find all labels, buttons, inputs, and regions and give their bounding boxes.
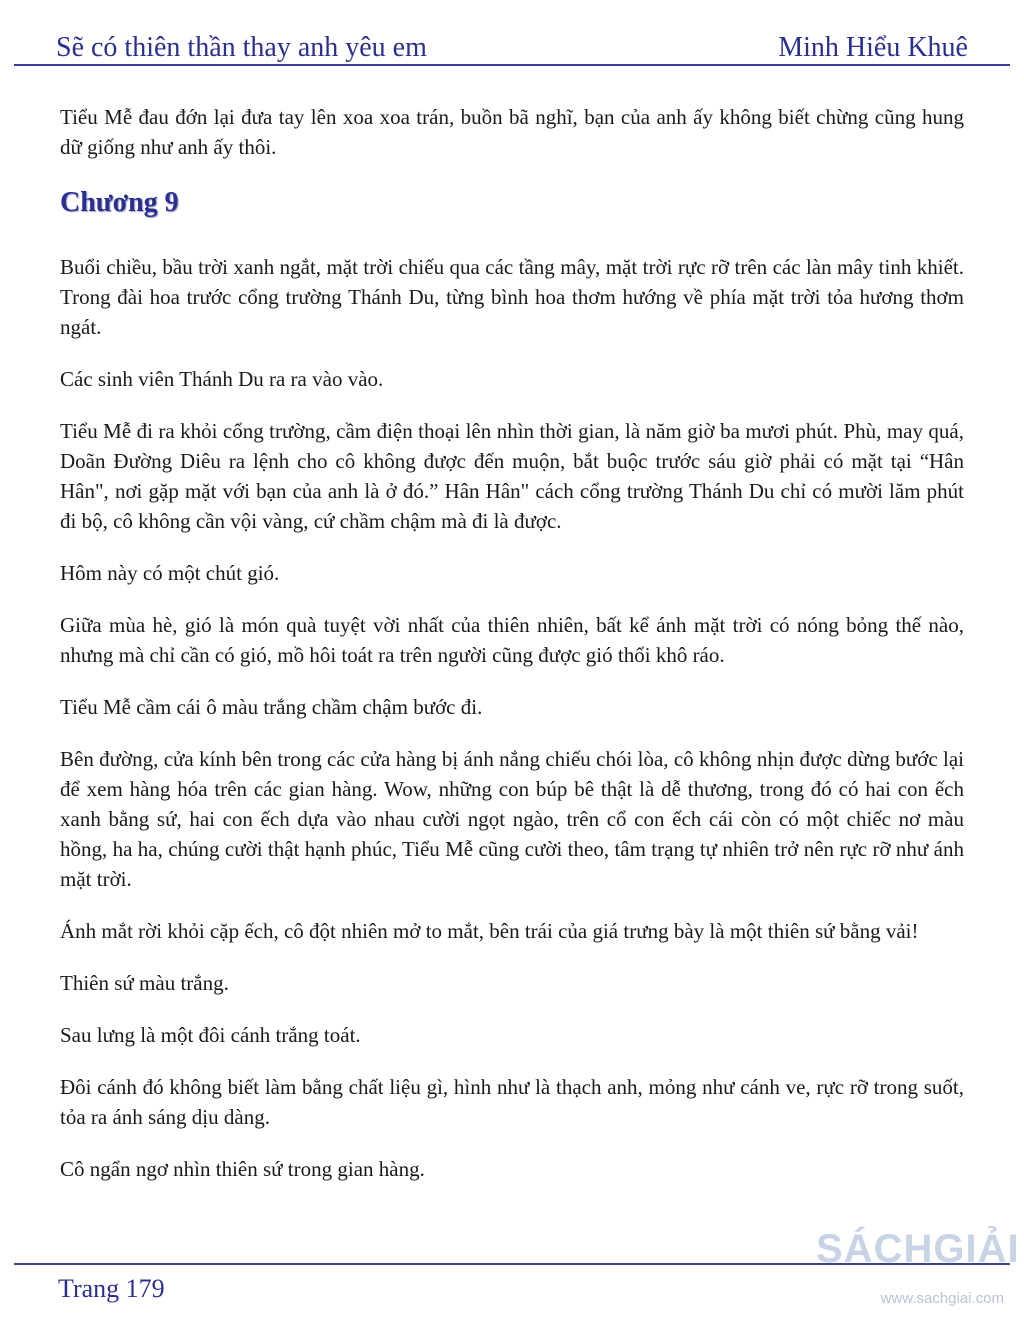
chapter-title: Chương 9 (60, 187, 179, 218)
intro-paragraph: Tiểu Mễ đau đớn lại đưa tay lên xoa xoa trán, buồn bã nghĩ, bạn của anh ấy không biết chừng cũng hung dữ giống như anh ấy thôi. (60, 105, 964, 159)
page-number: Trang 179 (58, 1274, 165, 1303)
author-name: Minh Hiểu Khuê (778, 32, 968, 63)
paragraph: Cô ngẩn ngơ nhìn thiên sứ trong gian hàng. (60, 1157, 425, 1181)
header-divider (14, 64, 1010, 66)
paragraph: Tiểu Mễ đi ra khỏi cổng trường, cầm điện thoại lên nhìn thời gian, là năm giờ ba mươi phút. Phù, may quá, Doãn Đường Diêu ra lệnh cho cô không được đến muộn, bắt buộc trước sáu giờ phải có mặt tại “Hân Hân", nơi gặp mặt với bạn của anh là ở đó.” Hân Hân" cách cổng trường Thánh Du chỉ có mười lăm phút đi bộ, cô không cần vội vàng, cứ chầm chậm mà đi là được. (60, 419, 964, 533)
watermark (816, 1226, 1020, 1316)
paragraph: Tiểu Mễ cầm cái ô màu trắng chầm chậm bước đi. (60, 695, 483, 719)
book-title: Sẽ có thiên thần thay anh yêu em (56, 32, 427, 63)
paragraph: Thiên sứ màu trắng. (60, 971, 229, 995)
paragraph: Ánh mắt rời khỏi cặp ếch, cô đột nhiên mở to mắt, bên trái của giá trưng bày là một thiên sứ bằng vải! (60, 919, 919, 943)
paragraph: Buổi chiều, bầu trời xanh ngắt, mặt trời chiếu qua các tầng mây, mặt trời rực rỡ trên các làn mây tinh khiết. Trong đài hoa trước cổng trường Thánh Du, từng bình hoa thơm hướng về phía mặt trời tỏa hương thơm ngát. (60, 255, 964, 339)
paragraph: Đôi cánh đó không biết làm bằng chất liệu gì, hình như là thạch anh, mỏng như cánh ve, rực rỡ trong suốt, tỏa ra ánh sáng dịu dàng. (60, 1075, 964, 1129)
page-header (56, 24, 968, 64)
paragraph: Giữa mùa hè, gió là món quà tuyệt vời nhất của thiên nhiên, bất kể ánh mặt trời có nóng bỏng thế nào, nhưng mà chỉ cần có gió, mồ hôi toát ra trên người cũng được gió thổi khô ráo. (60, 613, 964, 667)
page-content (60, 102, 964, 1206)
watermark-logo: SÁCHGIẢI (816, 1227, 1020, 1271)
watermark-url: www.sachgiai.com (880, 1290, 1004, 1307)
paragraph: Sau lưng là một đôi cánh trắng toát. (60, 1023, 361, 1047)
paragraph: Các sinh viên Thánh Du ra ra vào vào. (60, 367, 384, 391)
paragraph: Bên đường, cửa kính bên trong các cửa hàng bị ánh nắng chiếu chói lòa, cô không nhịn được dừng bước lại để xem hàng hóa trên các gian hàng. Wow, những con búp bê thật là dễ thương, trong đó có hai con ếch xanh bằng sứ, hai con ếch dựa vào nhau cười ngọt ngào, trên cổ con ếch cái còn có một chiếc nơ màu hồng, ha ha, chúng cười thật hạnh phúc, Tiểu Mễ cũng cười theo, tâm trạng tự nhiên trở nên rực rỡ như ánh mặt trời. (60, 747, 964, 891)
paragraph: Hôm này có một chút gió. (60, 561, 280, 585)
